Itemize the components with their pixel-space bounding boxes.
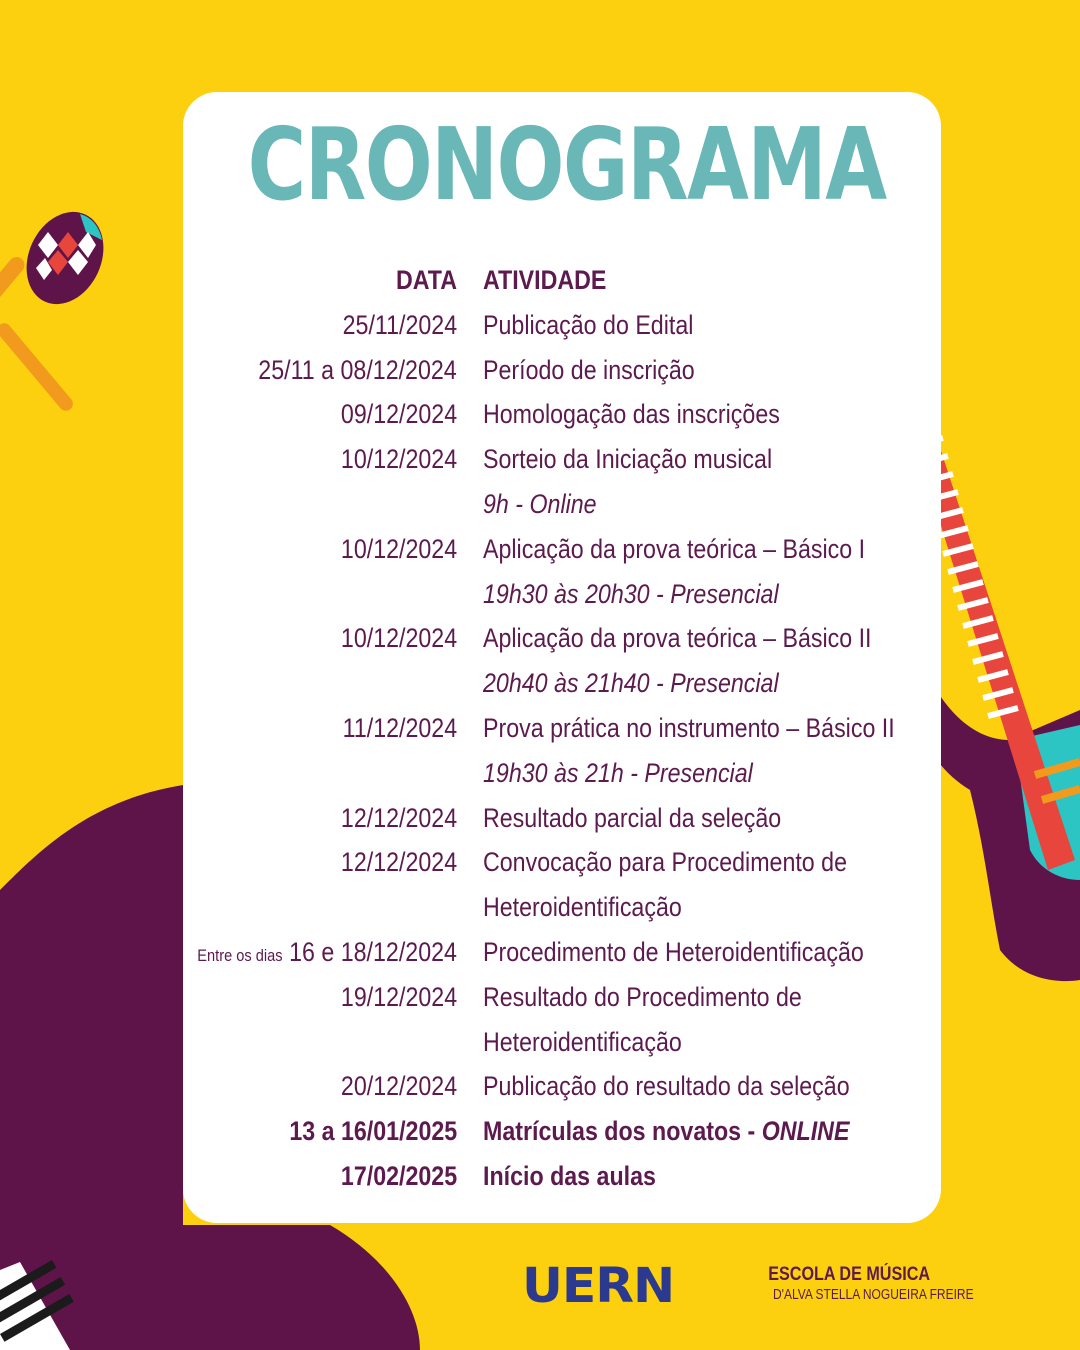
table-row — [200, 527, 900, 617]
activity-label: Prova prática no instrumento – Básico II — [483, 712, 895, 743]
table-row — [200, 392, 900, 437]
row-activity — [483, 840, 847, 930]
table-row — [200, 1154, 900, 1199]
table-row — [200, 975, 900, 1065]
activity-label: Sorteio da Iniciação musical — [483, 444, 773, 475]
date-column-header: DATA — [395, 265, 457, 295]
row-date: 13 a 16/01/2025 — [289, 1116, 457, 1147]
activity-detail: 9h - Online — [483, 488, 597, 519]
row-activity — [483, 975, 802, 1065]
page-title: CRONOGRAMA — [247, 106, 886, 223]
activity-label-line2: Heteroidentificação — [483, 892, 682, 923]
table-row — [197, 930, 900, 975]
row-activity — [483, 437, 772, 527]
row-activity: Resultado parcial da seleção — [483, 802, 782, 833]
table-row — [200, 437, 900, 527]
table-row — [200, 840, 900, 930]
row-activity — [483, 616, 872, 706]
table-row — [200, 1109, 900, 1154]
row-date: 12/12/2024 — [340, 802, 457, 833]
table-row — [200, 706, 900, 796]
row-activity — [483, 706, 895, 796]
row-activity: Período de inscrição — [483, 354, 695, 385]
row-date: 25/11 a 08/12/2024 — [258, 354, 457, 385]
activity-detail: 19h30 às 21h - Presencial — [483, 757, 753, 788]
table-header — [200, 258, 900, 303]
row-activity: Procedimento de Heteroidentificação — [483, 936, 864, 967]
row-date: 10/12/2024 — [340, 623, 457, 654]
activity-label-line2: Heteroidentificação — [483, 1026, 682, 1057]
maracas-icon — [0, 199, 118, 413]
schedule-table — [197, 258, 900, 1199]
table-row — [200, 348, 900, 393]
row-activity: Publicação do Edital — [483, 309, 694, 340]
row-date: 17/02/2025 — [340, 1160, 457, 1191]
activity-column-header: ATIVIDADE — [483, 265, 607, 295]
activity-label: Aplicação da prova teórica – Básico I — [483, 533, 866, 564]
activity-emphasis: ONLINE — [761, 1116, 850, 1147]
activity-label: Convocação para Procedimento de — [483, 847, 848, 878]
activity-detail: 20h40 às 21h40 - Presencial — [483, 668, 779, 699]
row-date: 19/12/2024 — [340, 981, 457, 1012]
activity-label: Resultado do Procedimento de — [483, 981, 802, 1012]
row-date: 10/12/2024 — [340, 533, 457, 564]
row-activity: Homologação das inscrições — [483, 399, 780, 430]
row-activity: Publicação do resultado da seleção — [483, 1071, 850, 1102]
school-subtitle: D'ALVA STELLA NOGUEIRA FREIRE — [773, 1286, 974, 1303]
school-name: ESCOLA DE MÚSICA — [768, 1264, 931, 1285]
row-date: 11/12/2024 — [342, 712, 457, 743]
row-date — [197, 930, 457, 979]
uern-logo: UERN — [522, 1258, 675, 1314]
row-activity: Início das aulas — [483, 1160, 656, 1191]
table-row — [200, 616, 900, 706]
table-row — [200, 303, 900, 348]
activity-label: Aplicação da prova teórica – Básico II — [483, 623, 872, 654]
row-date: 09/12/2024 — [340, 399, 457, 430]
table-row — [200, 1064, 900, 1109]
date-value: 16 e 18/12/2024 — [289, 936, 457, 967]
activity-label: Matrículas dos novatos - — [483, 1116, 762, 1147]
date-prefix: Entre os dias — [197, 945, 283, 965]
row-activity — [483, 1109, 849, 1154]
school-logo — [754, 1264, 974, 1303]
row-date: 10/12/2024 — [340, 444, 457, 475]
table-row — [200, 796, 900, 841]
activity-detail: 19h30 às 20h30 - Presencial — [483, 578, 779, 609]
row-date: 12/12/2024 — [340, 847, 457, 878]
row-date: 20/12/2024 — [340, 1071, 457, 1102]
row-date: 25/11/2024 — [342, 309, 457, 340]
row-activity — [483, 527, 865, 617]
